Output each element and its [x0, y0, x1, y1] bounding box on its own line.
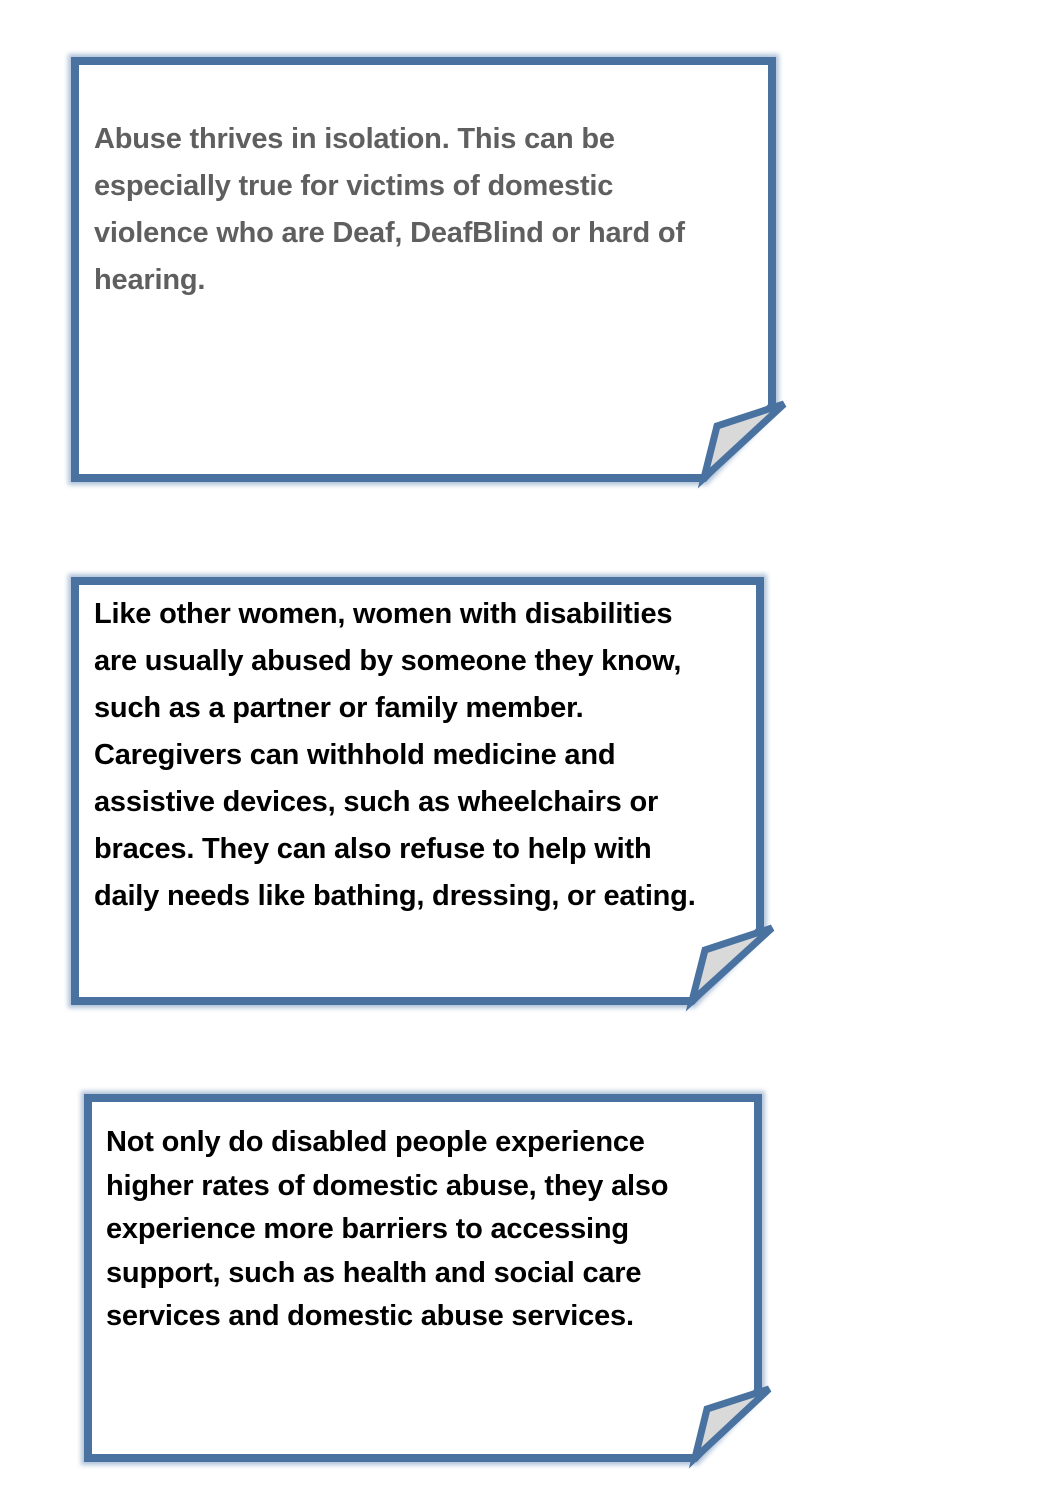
note-text: Abuse thrives in isolation. This can be especially true for victims of domestic violence who are Deaf, DeafBlind or hard of hearing. [94, 123, 685, 296]
note-card-caregivers [62, 568, 792, 1016]
note-text: Like other women, women with disabilities are usually abused by someone they know, such as a partner or family member. Caregivers can withhold medicine and assistive devices, such as wheelchairs or braces. They can also refuse to help with daily needs like bathing, dressing, or eating. [94, 598, 696, 912]
note-text: Not only do disabled people experience higher rates of domestic abuse, they also experience more barriers to accessing support, such as health and social care services and domestic abuse services. [106, 1126, 669, 1332]
note-card-barriers [75, 1085, 787, 1473]
note-card-isolation [62, 48, 802, 493]
